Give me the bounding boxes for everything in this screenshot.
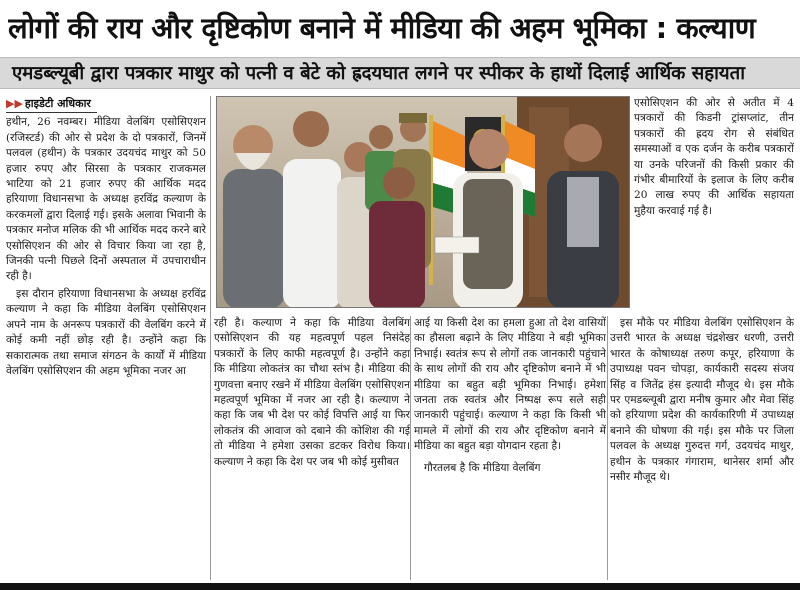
paragraph: रही है। कल्याण ने कहा कि मीडिया वेलबिंग एसोसिएशन की यह महत्वपूर्ण पहल निसंदेह पत्रकारों के लिए काफी महत्वपूर्ण है। उन्होंने कहा कि मीडिया लोकतंत्र का चौथा स्तंभ है। मीडिया की गुणवत्ता बनाए रखने में मीडिया वेलबिंग एसोसिएशन महत्वपूर्ण भूमिका में नजर आ रही है। कल्याण ने कहा कि जब भी देश पर कोई विपत्ति आई या फिर लोकतंत्र की आवाज को दबाने की कोशिश की गई तो मीडिया ने हमेशा उसका डटकर विरोध किया। कल्याण ने कहा कि देश पर जब भी कोई मुसीबत [214, 317, 410, 468]
column-divider [210, 96, 211, 580]
article-column-3 [414, 316, 606, 580]
paragraph: हथीन, 26 नवम्बर। मीडिया वेलबिंग एसोसिएशन (रजिस्टर्ड) की ओर से प्रदेश के दो पत्रकारों, जिनमें पलवल (हथीन) के पत्रकार उदयचंद माथुर को 50 हजार रुपए और सिरसा के पत्रकार राजकमल भाटिया को 21 हजार रुपए की आर्थिक मदद हरियाणा विधानसभा के अध्यक्ष हरविंद्र कल्याण के करकमलों द्वारा दिलाई गई। इसके अलावा भिवानी के पत्रकार मनोज मलिक की भी आर्थिक मदद करने बारे एसोसिएशन की ओर से विचार किया जा रहा है, जिनकी पत्नी पिछले दिनों अस्पताल में उपचाराधीन रही है। [6, 116, 206, 283]
group-photo-icon [217, 97, 630, 308]
article-column-4-top [634, 96, 794, 308]
article-column-1 [6, 96, 206, 580]
column-divider [607, 316, 608, 580]
paragraph: इस मौके पर मीडिया वेलबिंग एसोसिएशन के उत्तरी भारत के अध्यक्ष चंद्रशेखर धरणी, उत्तरी भारत के कोषाध्यक्ष तरुण कपूर, हरियाणा के उपाध्यक्ष पवन चोपड़ा, कार्यकारी सदस्य संजय सिंह व जितेंद्र हंस इत्यादी मौजूद थे। इस मौके पर एमडब्ल्यूबी द्वारा मनीष कुमार और मेवा सिंह को हरियाणा प्रदेश की कार्यकारिणी में उपाध्यक्ष बनाने की घोषणा की गई। इस मौके पर जिला पलवल के अध्यक्ष गुरुदत्त गर्ग, उदयचंद माथुर, हथीन के पत्रकार गंगाराम, थानेसर शर्मा और नसीर मौजूद थे। [610, 317, 794, 484]
headline: लोगों की राय और दृष्टिकोण बनाने में मीडिया की अहम भूमिका : कल्याण [8, 11, 756, 45]
paragraph: इस दौरान हरियाणा विधानसभा के अध्यक्ष हरविंद्र कल्याण ने कहा कि मीडिया वेलबिंग एसोसिएशन अपने नाम के अनरूप पत्रकारों की वेलबिंग करने में कोई कमी नहीं छोड़ रही है। उन्होंने कहा कि सकारात्मक तथा समाज संगठन के कार्यों में मीडिया वेलबिंग एसोसिएशन की अहम भूमिका नजर आ [6, 287, 206, 377]
paragraph: गौरतलब है कि मीडिया वेलबिंग [424, 461, 541, 474]
article-column-2 [214, 316, 410, 580]
subheadline-bar [0, 57, 800, 89]
bottom-border [0, 583, 800, 590]
column-divider [410, 316, 411, 580]
dateline-text: हाइडेटी अधिकार [24, 97, 91, 110]
paragraph: आई या किसी देश का हमला हुआ तो देश वासियों का हौसला बढ़ाने के लिए मीडिया ने बड़ी भूमिका निभाई। स्वतंत्र रूप से लोगों तक जानकारी पहुंचाने के साथ लोगों की राय और दृष्टिकोण बनाने में भी मीडिया का बहुत बड़ी भूमिका निभाई। हमेशा जनता तक स्वतंत्र और निष्पक्ष रूप सले सही जानकारी पहुंचाई। कल्याण ने कहा कि किसी भी मामले में लोगों की राय और दृष्टिकोण बनाने में मीडिया का बहुत बड़ा योगदान रहता है। [414, 317, 606, 453]
news-photo [216, 96, 630, 308]
subheadline: एमडब्ल्यूबी द्वारा पत्रकार माथुर को पत्नी व बेटे को ह्रदयघात लगने पर स्पीकर के हाथों दिलाई आर्थिक सहायता [12, 63, 745, 84]
dateline [6, 96, 97, 113]
article-column-4 [610, 316, 794, 580]
paragraph: एसोसिएशन की ओर से अतीत में 4 पत्रकारों की किडनी ट्रांसप्लांट, तीन पत्रकारों की ह्रदय रोग से संबंधित समस्याओं व एक दर्जन के करीब पत्रकारों या उनके परिजनों की किसी प्रकार की गंभीर बीमारियों के इलाज के लिए करीब 20 लाख रुपए की आर्थिक सहायता मुहैया करवाई गई है। [634, 97, 794, 217]
arrow-icon: ▶▶ [6, 97, 23, 110]
